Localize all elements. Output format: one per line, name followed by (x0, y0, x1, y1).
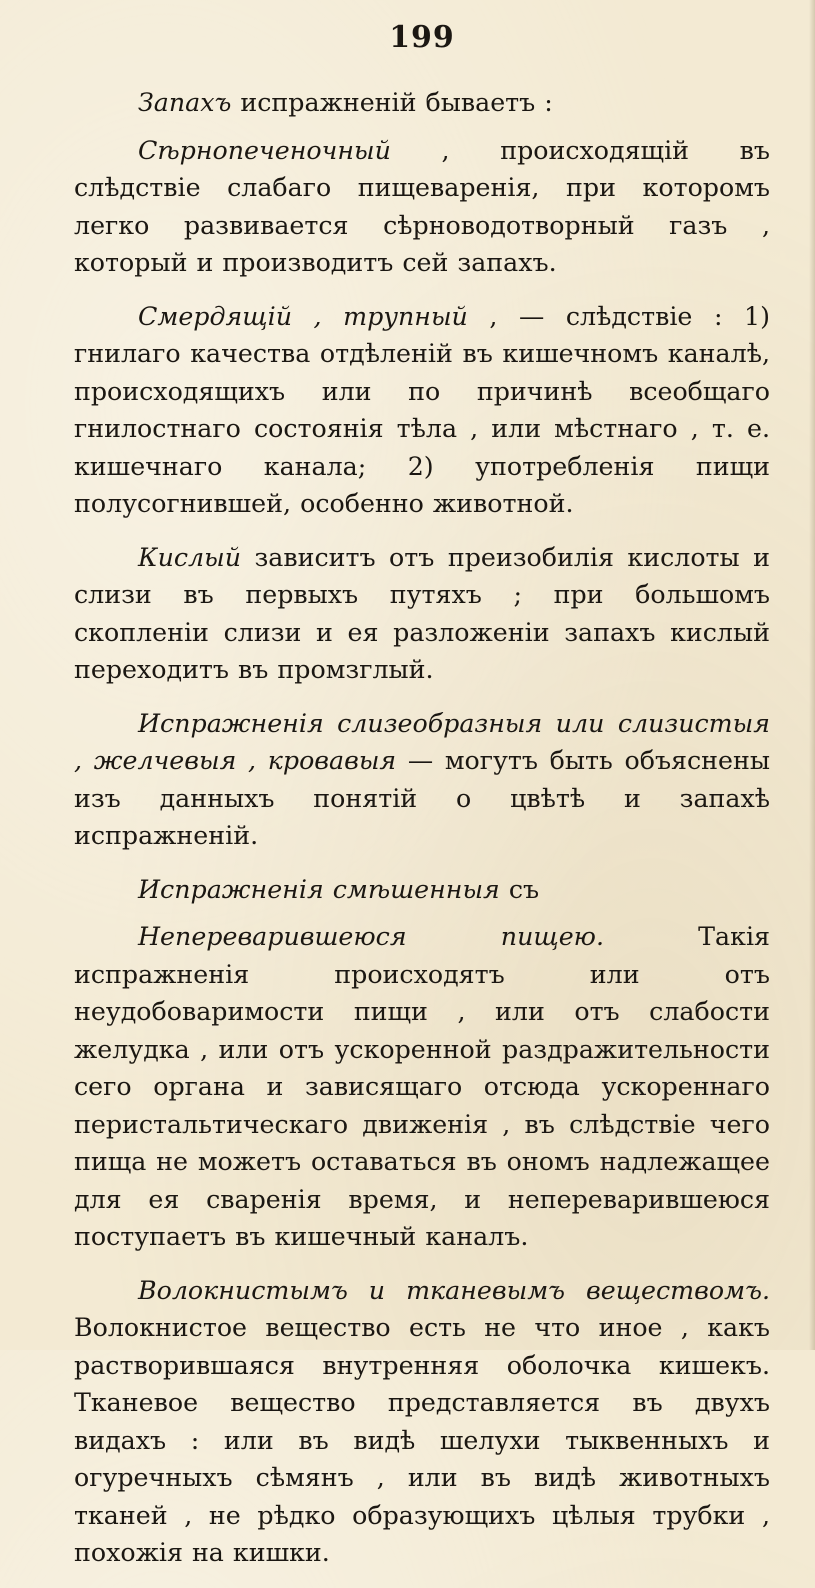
paragraph-text: , происходящій въ слѣдствіе слабаго пищеваренія, при которомъ легко развивается сѣрноводотворный газъ , который и производитъ сей запахъ. (74, 135, 770, 277)
paragraph-fibrous-tissue (74, 1272, 770, 1572)
paragraph-mucous-bilious-bloody (74, 705, 770, 855)
page-edge-shadow (809, 0, 815, 1350)
paragraph-text: Такія испражненія происходятъ или отъ неудобоваримости пищи , или отъ слабости желудка , или отъ ускоренной раздражительности сего органа и зависящаго отсюда ускореннаго перистальтическаго движенія , въ слѣдствіе чего пища не можетъ оставаться въ ономъ надлежащее для ея сваренія время, и непереварившеюся поступаетъ въ кишечный каналъ. (74, 922, 770, 1251)
page-number: 199 (389, 20, 455, 55)
paragraph-undigested-food (74, 918, 770, 1256)
paragraph-text: — могутъ быть объяснены изъ данныхъ понятій о цвѣтѣ и запахѣ испражненій. (74, 746, 771, 850)
paragraph-term: Сѣрнопеченочный (138, 135, 391, 165)
paragraph-text: Волокнистое вещество есть не что иное , какъ растворившаяся внутренняя оболочка кишекъ. Тканевое вещество представляется въ двухъ видахъ : или въ видѣ шелухи тыквенныхъ и огуречныхъ сѣмянъ , или въ видѣ животныхъ тканей , не рѣдко образующихъ цѣлыя трубки , похожія на кишки. (74, 1313, 770, 1567)
paragraph-text: , — слѣдствіе : 1) гнилаго качества отдѣленій въ кишечномъ каналѣ, происходящихъ или по причинѣ всеобщаго гнилостнаго состоянія тѣла , или мѣстнаго , т. е. кишечнаго канала; 2) употребленія пищи полусогнившей, особенно животной. (74, 301, 770, 518)
paragraph-putrid (74, 298, 770, 523)
book-page (74, 20, 770, 1588)
paragraph-term: Кислый (138, 542, 242, 572)
paragraph-term: Волокнистымъ и тканевымъ веществомъ. (138, 1275, 770, 1305)
paragraph-sour (74, 539, 770, 689)
paragraph-term: Испражненія смѣшенныя (138, 874, 500, 904)
paragraph-term: Испражненія слизеобразныя или слизистыя , желчевыя , кровавыя (74, 708, 770, 775)
paragraph-text: испражненій бываетъ : (231, 88, 553, 117)
paragraph-mixed-intro (74, 871, 770, 909)
paragraph-smell-intro (74, 84, 770, 122)
paragraph-text: съ (499, 874, 540, 904)
paragraph-text: зависитъ отъ преизобилія кислоты и слизи въ первыхъ путяхъ ; при большомъ скопленіи слизи и ея разложеніи запахъ кислый переходитъ въ промзглый. (74, 542, 770, 684)
paragraph-term: Смердящій , трупный (138, 301, 468, 331)
paragraph-term: Непереварившеюся пищею. (138, 922, 604, 951)
paragraph-sulphur-liver (74, 132, 770, 282)
paragraph-term: Запахъ (138, 88, 232, 117)
